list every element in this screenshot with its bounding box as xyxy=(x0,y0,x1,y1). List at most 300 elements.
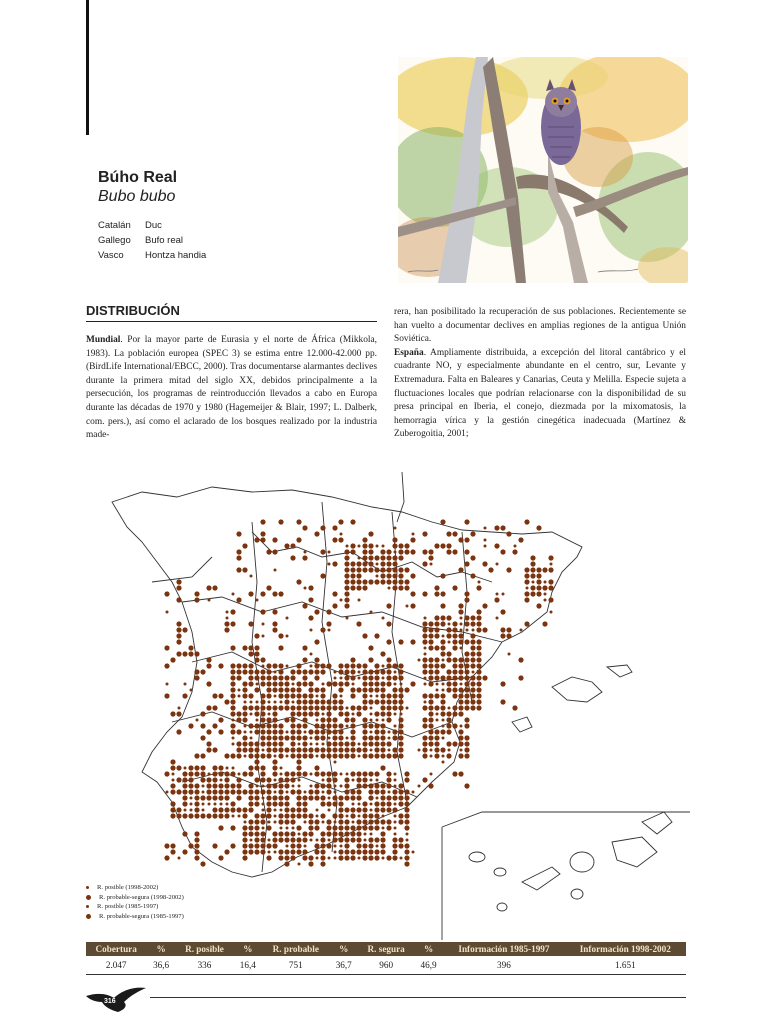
header-cell: % xyxy=(329,942,358,956)
occurrence-dot xyxy=(242,687,247,692)
occurrence-dot xyxy=(368,753,373,758)
occurrence-dot xyxy=(280,701,283,704)
occurrence-dot xyxy=(440,645,445,650)
occurrence-dot xyxy=(500,549,505,554)
occurrence-dot xyxy=(428,717,433,722)
occurrence-dot xyxy=(446,711,451,716)
occurrence-dot xyxy=(278,633,283,638)
occurrence-dot xyxy=(178,707,181,710)
occurrence-dot xyxy=(392,855,397,860)
occurrence-dot xyxy=(230,705,235,710)
occurrence-dot xyxy=(482,627,487,632)
occurrence-dot xyxy=(328,809,331,812)
occurrence-dot xyxy=(346,725,349,728)
occurrence-dot xyxy=(176,639,181,644)
occurrence-dot xyxy=(362,855,367,860)
occurrence-dot xyxy=(434,729,439,734)
occurrence-dot xyxy=(236,747,241,752)
occurrence-dot xyxy=(374,855,379,860)
occurrence-dot xyxy=(344,549,349,554)
occurrence-dot xyxy=(194,675,199,680)
occurrence-dot xyxy=(314,675,319,680)
occurrence-dot xyxy=(254,801,259,806)
occurrence-dot xyxy=(230,711,235,716)
occurrence-dot xyxy=(524,591,529,596)
occurrence-dot xyxy=(308,819,313,824)
occurrence-dot xyxy=(356,795,361,800)
occurrence-dot xyxy=(464,705,469,710)
occurrence-dot xyxy=(248,747,253,752)
occurrence-dot xyxy=(386,675,391,680)
occurrence-dot xyxy=(326,699,331,704)
occurrence-dot xyxy=(464,537,469,542)
occurrence-dot xyxy=(230,621,235,626)
occurrence-dot xyxy=(440,615,445,620)
occurrence-dot xyxy=(374,663,379,668)
occurrence-dot xyxy=(266,663,271,668)
occurrence-dot xyxy=(352,779,355,782)
occurrence-dot xyxy=(332,813,337,818)
occurrence-dot xyxy=(368,549,373,554)
occurrence-dot xyxy=(350,723,355,728)
occurrence-dot xyxy=(200,669,205,674)
occurrence-dot xyxy=(254,675,259,680)
occurrence-dot xyxy=(184,767,187,770)
occurrence-dot xyxy=(200,771,205,776)
occurrence-dot xyxy=(442,719,445,722)
occurrence-dot xyxy=(242,705,247,710)
occurrence-dot xyxy=(320,663,325,668)
occurrence-dot xyxy=(428,555,433,560)
occurrence-dot xyxy=(212,843,217,848)
occurrence-dot xyxy=(494,543,499,548)
occurrence-dot xyxy=(170,711,175,716)
occurrence-dot xyxy=(452,687,457,692)
occurrence-dot xyxy=(266,807,271,812)
occurrence-dot xyxy=(440,519,445,524)
occurrence-dot xyxy=(428,663,433,668)
occurrence-dot xyxy=(278,813,283,818)
occurrence-dot xyxy=(374,819,379,824)
occurrence-dot xyxy=(346,617,349,620)
occurrence-dot xyxy=(470,705,475,710)
occurrence-dot xyxy=(328,857,331,860)
occurrence-dot xyxy=(280,773,283,776)
occurrence-dot xyxy=(224,621,229,626)
occurrence-dot xyxy=(442,737,445,740)
occurrence-dot xyxy=(358,677,361,680)
occurrence-dot xyxy=(284,717,289,722)
occurrence-dot xyxy=(206,663,211,668)
occurrence-dot xyxy=(368,561,373,566)
occurrence-dot xyxy=(232,767,235,770)
occurrence-dot xyxy=(374,675,379,680)
occurrence-dot xyxy=(476,627,481,632)
occurrence-dot xyxy=(188,777,193,782)
occurrence-dot xyxy=(380,555,385,560)
occurrence-dot xyxy=(392,747,397,752)
occurrence-dot xyxy=(320,735,325,740)
occurrence-dot xyxy=(422,741,427,746)
occurrence-dot xyxy=(428,549,433,554)
occurrence-dot xyxy=(206,705,211,710)
occurrence-dot xyxy=(482,675,487,680)
occurrence-dot xyxy=(418,659,421,662)
occurrence-dot xyxy=(422,723,427,728)
occurrence-dot xyxy=(334,821,337,824)
occurrence-dot xyxy=(362,549,367,554)
occurrence-dot xyxy=(272,663,277,668)
occurrence-dot xyxy=(338,537,343,542)
occurrence-dot xyxy=(314,849,319,854)
occurrence-dot xyxy=(472,629,475,632)
occurrence-dot xyxy=(442,683,445,686)
table-cell: 46,9 xyxy=(414,956,443,975)
occurrence-dot xyxy=(194,669,199,674)
name-row-gallego xyxy=(98,233,206,248)
occurrence-dot xyxy=(398,729,403,734)
occurrence-dot xyxy=(284,855,289,860)
occurrence-dot xyxy=(310,743,313,746)
occurrence-dot xyxy=(448,641,451,644)
header-cell: % xyxy=(146,942,175,956)
occurrence-dot xyxy=(476,639,481,644)
occurrence-dot xyxy=(344,837,349,842)
lang-label: Catalán xyxy=(98,220,131,231)
legend-label: R. posible (1998-2002) xyxy=(97,884,159,891)
legend-label: R. probable-segura (1985-1997) xyxy=(99,912,184,920)
occurrence-dot xyxy=(368,855,373,860)
occurrence-dot xyxy=(398,675,403,680)
occurrence-dot xyxy=(394,683,397,686)
occurrence-dot xyxy=(244,701,247,704)
occurrence-dot xyxy=(376,845,379,848)
occurrence-dot xyxy=(386,783,391,788)
occurrence-dot xyxy=(380,693,385,698)
occurrence-dot xyxy=(260,657,265,662)
occurrence-dot xyxy=(394,815,397,818)
occurrence-dot xyxy=(338,723,343,728)
occurrence-dot xyxy=(332,717,337,722)
occurrence-dot xyxy=(182,693,187,698)
occurrence-dot xyxy=(358,743,361,746)
occurrence-dot xyxy=(218,783,223,788)
occurrence-dot xyxy=(382,617,385,620)
legend-dot-large xyxy=(86,895,91,900)
occurrence-dot xyxy=(422,627,427,632)
occurrence-dot xyxy=(464,687,469,692)
occurrence-dot xyxy=(212,807,217,812)
occurrence-dot xyxy=(350,579,355,584)
occurrence-dot xyxy=(304,551,307,554)
occurrence-dot xyxy=(178,857,181,860)
occurrence-dot xyxy=(184,683,187,686)
occurrence-dot xyxy=(392,843,397,848)
occurrence-dot xyxy=(412,791,415,794)
occurrence-dot xyxy=(242,855,247,860)
occurrence-dot xyxy=(320,861,325,866)
occurrence-dot xyxy=(470,555,475,560)
occurrence-dot xyxy=(394,785,397,788)
occurrence-dot xyxy=(470,687,475,692)
occurrence-dot xyxy=(320,813,325,818)
occurrence-dot xyxy=(346,707,349,710)
occurrence-dot xyxy=(362,543,367,548)
occurrence-dot xyxy=(274,779,277,782)
occurrence-dot xyxy=(452,705,457,710)
occurrence-dot xyxy=(308,693,313,698)
occurrence-dot xyxy=(446,657,451,662)
occurrence-dot xyxy=(310,653,313,656)
occurrence-dot xyxy=(242,717,247,722)
occurrence-dot xyxy=(368,819,373,824)
occurrence-dot xyxy=(296,753,301,758)
occurrence-dot xyxy=(362,741,367,746)
occurrence-dot xyxy=(404,849,409,854)
occurrence-dot xyxy=(382,545,385,548)
occurrence-dot xyxy=(260,771,265,776)
occurrence-dot xyxy=(374,669,379,674)
occurrence-dot xyxy=(452,771,457,776)
occurrence-dot xyxy=(322,683,325,686)
occurrence-dot xyxy=(176,807,181,812)
occurrence-dot xyxy=(536,525,541,530)
occurrence-dot xyxy=(242,807,247,812)
occurrence-dot xyxy=(278,837,283,842)
occurrence-dot xyxy=(302,831,307,836)
occurrence-dot xyxy=(286,617,289,620)
occurrence-dot xyxy=(304,821,307,824)
occurrence-dot xyxy=(542,621,547,626)
occurrence-dot xyxy=(356,711,361,716)
occurrence-dot xyxy=(380,819,385,824)
occurrence-dot xyxy=(386,663,391,668)
occurrence-dot xyxy=(320,771,325,776)
occurrence-dot xyxy=(406,707,409,710)
occurrence-dot xyxy=(296,747,301,752)
occurrence-dot xyxy=(230,687,235,692)
occurrence-dot xyxy=(440,591,445,596)
occurrence-dot xyxy=(458,657,463,662)
occurrence-dot xyxy=(536,573,541,578)
occurrence-dot xyxy=(242,567,247,572)
occurrence-dot xyxy=(362,735,367,740)
footer-rule xyxy=(150,997,686,998)
occurrence-dot xyxy=(350,663,355,668)
occurrence-dot xyxy=(272,765,277,770)
occurrence-dot xyxy=(274,755,277,758)
occurrence-dot xyxy=(362,633,367,638)
occurrence-dot xyxy=(302,525,307,530)
occurrence-dot xyxy=(422,549,427,554)
occurrence-dot xyxy=(424,683,427,686)
occurrence-dot xyxy=(250,737,253,740)
occurrence-dot xyxy=(392,687,397,692)
occurrence-dot xyxy=(182,771,187,776)
occurrence-dot xyxy=(398,585,403,590)
occurrence-dot xyxy=(316,743,319,746)
occurrence-dot xyxy=(302,837,307,842)
occurrence-dot xyxy=(400,713,403,716)
occurrence-dot xyxy=(368,543,373,548)
occurrence-dot xyxy=(500,627,505,632)
occurrence-dot xyxy=(308,729,313,734)
occurrence-dot xyxy=(428,633,433,638)
occurrence-dot xyxy=(338,663,343,668)
lang-name: Bufo real xyxy=(145,235,184,246)
occurrence-dot xyxy=(374,807,379,812)
occurrence-dot xyxy=(380,573,385,578)
occurrence-dot xyxy=(232,719,235,722)
occurrence-dot xyxy=(254,777,259,782)
lang-name: Hontza handia xyxy=(145,250,207,261)
occurrence-dot xyxy=(226,617,229,620)
species-latin-name: Bubo bubo xyxy=(98,188,176,205)
occurrence-dot xyxy=(446,543,451,548)
occurrence-dot xyxy=(422,591,427,596)
occurrence-dot xyxy=(272,801,277,806)
occurrence-dot xyxy=(440,663,445,668)
occurrence-dot xyxy=(338,807,343,812)
occurrence-dot xyxy=(248,753,253,758)
occurrence-dot xyxy=(248,705,253,710)
occurrence-dot xyxy=(326,741,331,746)
occurrence-dot xyxy=(326,843,331,848)
legend-item xyxy=(86,902,184,912)
occurrence-dot xyxy=(218,789,223,794)
occurrence-dot xyxy=(188,783,193,788)
occurrence-dot xyxy=(404,579,409,584)
occurrence-dot xyxy=(422,753,427,758)
occurrence-dot xyxy=(284,801,289,806)
occurrence-dot xyxy=(272,705,277,710)
occurrence-dot xyxy=(440,639,445,644)
occurrence-dot xyxy=(206,795,211,800)
occurrence-dot xyxy=(260,819,265,824)
occurrence-dot xyxy=(394,821,397,824)
occurrence-dot xyxy=(244,731,247,734)
table-cell: 1.651 xyxy=(565,956,686,975)
occurrence-dot xyxy=(470,693,475,698)
occurrence-dot xyxy=(236,717,241,722)
occurrence-dot xyxy=(374,849,379,854)
occurrence-dot xyxy=(374,747,379,752)
occurrence-dot xyxy=(296,693,301,698)
occurrence-dot xyxy=(524,567,529,572)
occurrence-dot xyxy=(320,723,325,728)
occurrence-dot xyxy=(388,587,391,590)
occurrence-dot xyxy=(374,681,379,686)
occurrence-dot xyxy=(194,591,199,596)
occurrence-dot xyxy=(434,585,439,590)
occurrence-dot xyxy=(242,543,247,548)
occurrence-dot xyxy=(380,651,385,656)
occurrence-dot xyxy=(284,813,289,818)
occurrence-dot xyxy=(464,561,469,566)
occurrence-dot xyxy=(422,639,427,644)
occurrence-dot xyxy=(304,845,307,848)
occurrence-dot xyxy=(284,543,289,548)
occurrence-dot xyxy=(200,723,205,728)
occurrence-dot xyxy=(386,855,391,860)
occurrence-dot xyxy=(206,657,211,662)
occurrence-dot xyxy=(344,753,349,758)
occurrence-dot xyxy=(266,669,271,674)
occurrence-dot xyxy=(338,519,343,524)
occurrence-dot xyxy=(290,693,295,698)
occurrence-dot xyxy=(260,681,265,686)
occurrence-dot xyxy=(274,809,277,812)
occurrence-dot xyxy=(476,669,481,674)
occurrence-dot xyxy=(334,671,337,674)
occurrence-dot xyxy=(170,783,175,788)
occurrence-dot xyxy=(194,855,199,860)
occurrence-dot xyxy=(212,723,217,728)
occurrence-dot xyxy=(458,729,463,734)
occurrence-dot xyxy=(236,555,241,560)
occurrence-dot xyxy=(356,771,361,776)
occurrence-dot xyxy=(452,633,457,638)
occurrence-dot xyxy=(308,615,313,620)
occurrence-dot xyxy=(386,717,391,722)
paragraph-espana xyxy=(394,347,686,442)
occurrence-dot xyxy=(326,771,331,776)
occurrence-dot xyxy=(380,807,385,812)
occurrence-dot xyxy=(380,681,385,686)
occurrence-dot xyxy=(242,741,247,746)
occurrence-dot xyxy=(290,807,295,812)
occurrence-dot xyxy=(248,663,253,668)
occurrence-dot xyxy=(296,723,301,728)
header-vertical-rule xyxy=(86,0,89,135)
text-espana: . Ampliamente distribuida, a excepción del litoral cantábrico y el cuadrante NO, y especialmente abundante en el centro, sur, Levante y Extremadura. Falta en Baleares y Canarias, Ceuta y Melilla. Especie sujeta a fluctuaciones locales que podrían relacionarse con la disponibilidad de su presa principal en Iberia, el conejo, diezmada por la mixomatosis, la hemorragia vírica y la gestión cinegética inadecuada (Martínez & Zuberogoitia, 2001; xyxy=(394,347,686,440)
occurrence-dot xyxy=(476,705,481,710)
occurrence-dot xyxy=(374,633,379,638)
occurrence-dot xyxy=(428,783,433,788)
occurrence-dot xyxy=(206,585,211,590)
occurrence-dot xyxy=(290,555,295,560)
occurrence-dot xyxy=(370,695,373,698)
occurrence-dot xyxy=(410,603,415,608)
occurrence-dot xyxy=(470,657,475,662)
occurrence-dot xyxy=(458,675,463,680)
occurrence-dot xyxy=(238,689,241,692)
occurrence-dot xyxy=(394,713,397,716)
occurrence-dot xyxy=(376,575,379,578)
occurrence-dot xyxy=(350,795,355,800)
occurrence-dot xyxy=(344,747,349,752)
occurrence-dot xyxy=(452,669,457,674)
occurrence-dot xyxy=(470,531,475,536)
occurrence-dot xyxy=(428,723,433,728)
occurrence-dot xyxy=(322,779,325,782)
balearic-islands xyxy=(512,665,632,732)
occurrence-dot xyxy=(254,819,259,824)
occurrence-dot xyxy=(314,657,319,662)
occurrence-dot xyxy=(176,579,181,584)
occurrence-dot xyxy=(350,657,355,662)
occurrence-dot xyxy=(392,735,397,740)
occurrence-dot xyxy=(398,723,403,728)
occurrence-dot xyxy=(194,843,199,848)
occurrence-dot xyxy=(448,707,451,710)
occurrence-dot xyxy=(302,801,307,806)
occurrence-dot xyxy=(424,647,427,650)
occurrence-dot xyxy=(308,705,313,710)
occurrence-dot xyxy=(446,717,451,722)
occurrence-dot xyxy=(530,591,535,596)
occurrence-dot xyxy=(362,771,367,776)
